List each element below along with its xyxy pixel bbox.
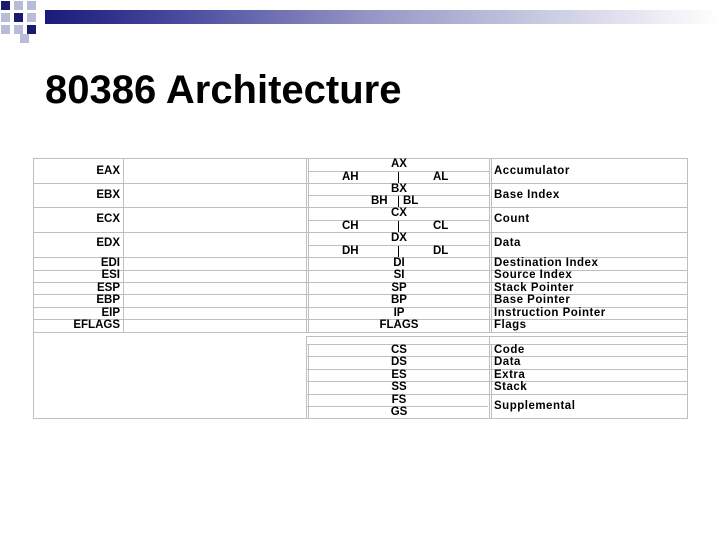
register-name: ESI <box>101 269 120 281</box>
decor-square <box>1 1 10 10</box>
register-16bit: SP <box>391 282 407 294</box>
decor-square <box>27 25 36 34</box>
register-low-byte: DL <box>433 245 449 257</box>
decor-square <box>14 1 23 10</box>
grid-line <box>491 344 492 418</box>
gradient-bar <box>45 10 720 24</box>
header-decoration <box>0 0 720 50</box>
byte-divider <box>398 221 399 232</box>
register-16bit: AX <box>391 158 407 170</box>
decor-square <box>20 34 29 43</box>
register-high-byte: DH <box>342 245 359 257</box>
register-description: Destination Index <box>494 257 599 269</box>
register-16bit: CX <box>391 207 407 219</box>
register-16bit: DI <box>393 257 405 269</box>
register-name: EDI <box>100 257 120 269</box>
decor-square <box>27 1 36 10</box>
register-description: Stack Pointer <box>494 282 574 294</box>
register-16bit: DX <box>391 232 407 244</box>
segment-register: SS <box>391 381 407 393</box>
register-16bit: SI <box>393 269 405 281</box>
segment-description: Stack <box>494 381 528 393</box>
grid-line <box>491 158 492 332</box>
decor-square <box>1 25 10 34</box>
register-name: EDX <box>96 237 120 249</box>
grid-line <box>123 158 124 332</box>
segment-description: Extra <box>494 369 526 381</box>
decor-square <box>1 13 10 22</box>
register-description: Base Index <box>494 189 560 201</box>
decor-square <box>27 13 36 22</box>
segment-description: Code <box>494 344 525 356</box>
segment-register: ES <box>391 369 407 381</box>
register-low-byte: AL <box>433 171 449 183</box>
register-high-byte: AH <box>342 171 359 183</box>
register-low-byte: BL <box>403 195 419 207</box>
byte-divider <box>398 172 399 183</box>
register-description: Base Pointer <box>494 294 571 306</box>
grid-line <box>306 336 688 337</box>
grid-line <box>306 336 307 418</box>
segment-register: CS <box>391 344 407 356</box>
register-low-byte: CL <box>433 220 449 232</box>
register-description: Source Index <box>494 269 573 281</box>
register-high-byte: BH <box>371 195 388 207</box>
grid-line <box>33 332 688 333</box>
register-16bit: BP <box>391 294 407 306</box>
segment-register: DS <box>391 356 407 368</box>
register-16bit: IP <box>393 307 405 319</box>
byte-divider <box>398 196 399 207</box>
grid-line <box>489 158 490 332</box>
register-16bit: BX <box>391 183 407 195</box>
segment-register: FS <box>391 394 407 406</box>
segment-register: GS <box>390 406 408 418</box>
register-name: EFLAGS <box>73 319 120 331</box>
register-name: ESP <box>96 282 120 294</box>
register-16bit: FLAGS <box>379 319 419 331</box>
decor-square <box>14 25 23 34</box>
register-name: EBX <box>96 189 120 201</box>
register-name: EIP <box>101 307 120 319</box>
slide-title: 80386 Architecture <box>45 68 402 112</box>
register-name: EBP <box>96 294 120 306</box>
byte-divider <box>398 246 399 257</box>
grid-line <box>306 158 307 332</box>
register-name: ECX <box>96 213 120 225</box>
register-name: EAX <box>96 165 120 177</box>
register-description: Flags <box>494 319 527 331</box>
register-description: Accumulator <box>494 165 570 177</box>
decor-square <box>14 13 23 22</box>
register-description: Count <box>494 213 530 225</box>
register-description: Instruction Pointer <box>494 307 606 319</box>
grid-line <box>489 336 490 418</box>
segment-description: Supplemental <box>494 400 576 412</box>
segment-description: Data <box>494 356 521 368</box>
register-description: Data <box>494 237 521 249</box>
register-high-byte: CH <box>342 220 359 232</box>
